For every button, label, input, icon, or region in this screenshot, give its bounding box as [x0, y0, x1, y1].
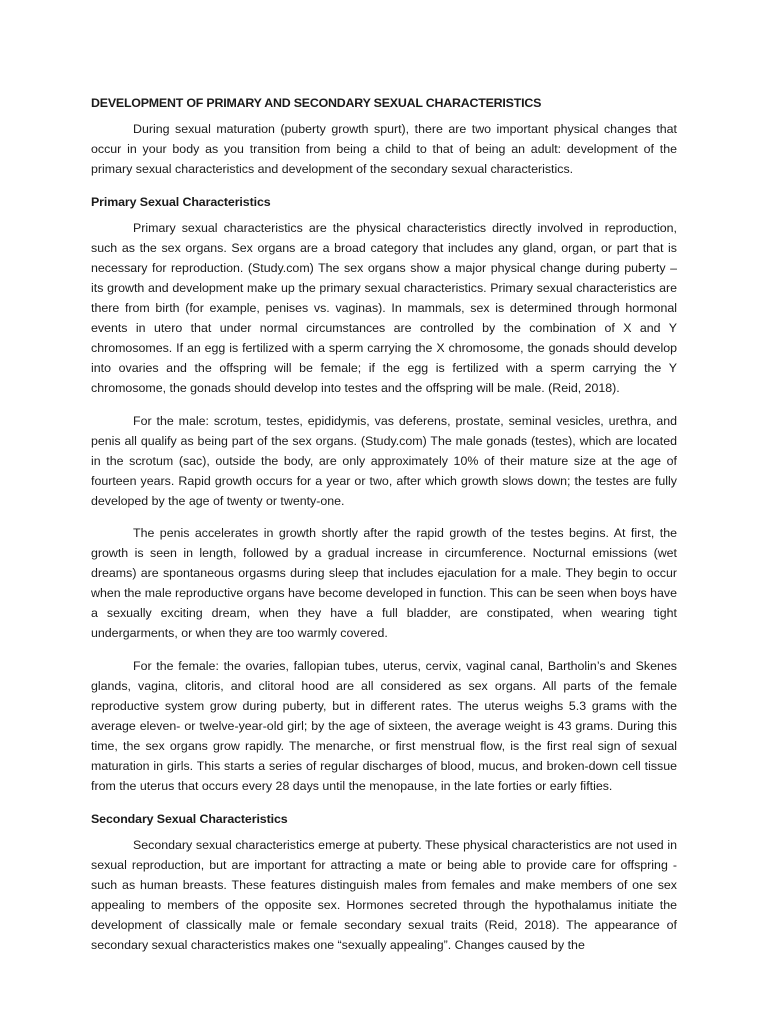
paragraph-penis-growth: The penis accelerates in growth shortly after the rapid growth of the testes begins. At first, the growth is seen in length, followed by a gradual increase in circumference. Nocturnal emissions (wet dreams) are spontaneous orgasms during sleep that includes ejaculation for a male. They begin to occur when the male reproductive organs have become developed in function. This can be seen when boys have a sexually exciting dream, when they have a full bladder, are constipated, when wearing tight undergarments, or when they are too warmly covered. [91, 526, 677, 640]
paragraph-male-organs: For the male: scrotum, testes, epididymis, vas deferens, prostate, seminal vesicles, urethra, and penis all qualify as being part of the sex organs. (Study.com) The male gonads (testes), which are located in the scrotum (sac), outside the body, are only approximately 10% of their mature size at the age of fourteen years. Rapid growth occurs for a year or two, after which growth slows down; the testes are fully developed by the age of twenty or twenty-one. [91, 414, 677, 508]
paragraph-primary-definition: Primary sexual characteristics are the physical characteristics directly involved in reproduction, such as the sex organs. Sex organs are a broad category that includes any gland, organ, or part that is necessary for reproduction. (Study.com) The sex organs show a major physical change during puberty – its growth and development make up the primary sexual characteristics. Primary sexual characteristics are there from birth (for example, penises vs. vaginas). In mammals, sex is determined through hormonal events in utero that under normal circumstances are controlled by the combination of X and Y chromosomes. If an egg is fertilized with a sperm carrying the X chromosome, the gonads should develop into ovaries and the offspring will be female; if the egg is fertilized with a sperm carrying the Y chromosome, the gonads should develop into testes and the offspring will be male. (Reid, 2018). [91, 221, 677, 395]
document-body [91, 93, 677, 968]
paragraph-female-organs: For the female: the ovaries, fallopian tubes, uterus, cervix, vaginal canal, Bartholin’s and Skenes glands, vagina, clitoris, and clitoral hood are all considered as sex organs. All parts of the female reproductive system grow during puberty, but in different rates. The uterus weighs 5.3 grams with the average eleven- or twelve-year-old girl; by the age of sixteen, the average weight is 43 grams. During this time, the sex organs grow rapidly. The menarche, or first menstrual flow, is the first real sign of sexual maturation in girls. This starts a series of regular discharges of blood, mucus, and broken-down cell tissue from the uterus that occurs every 28 days until the menopause, in the late forties or early fifties. [91, 659, 677, 793]
paragraph-secondary-definition: Secondary sexual characteristics emerge at puberty. These physical characteristics are not used in sexual reproduction, but are important for attracting a mate or being able to provide care for offspring - such as human breasts. These features distinguish males from females and make members of one sex appealing to members of the opposite sex. Hormones secreted through the hypothalamus initiate the development of classically male or female secondary sexual traits (Reid, 2018). The appearance of secondary sexual characteristics makes one “sexually appealing”. Changes caused by the [91, 838, 677, 952]
intro-paragraph: During sexual maturation (puberty growth spurt), there are two important physical changes that occur in your body as you transition from being a child to that of being an adult: development of the primary sexual characteristics and development of the secondary sexual characteristics. [91, 122, 677, 176]
section-heading-secondary: Secondary Sexual Characteristics [91, 812, 288, 826]
section-heading-primary: Primary Sexual Characteristics [91, 195, 271, 209]
document-title: DEVELOPMENT OF PRIMARY AND SECONDARY SEXUAL CHARACTERISTICS [91, 96, 542, 110]
